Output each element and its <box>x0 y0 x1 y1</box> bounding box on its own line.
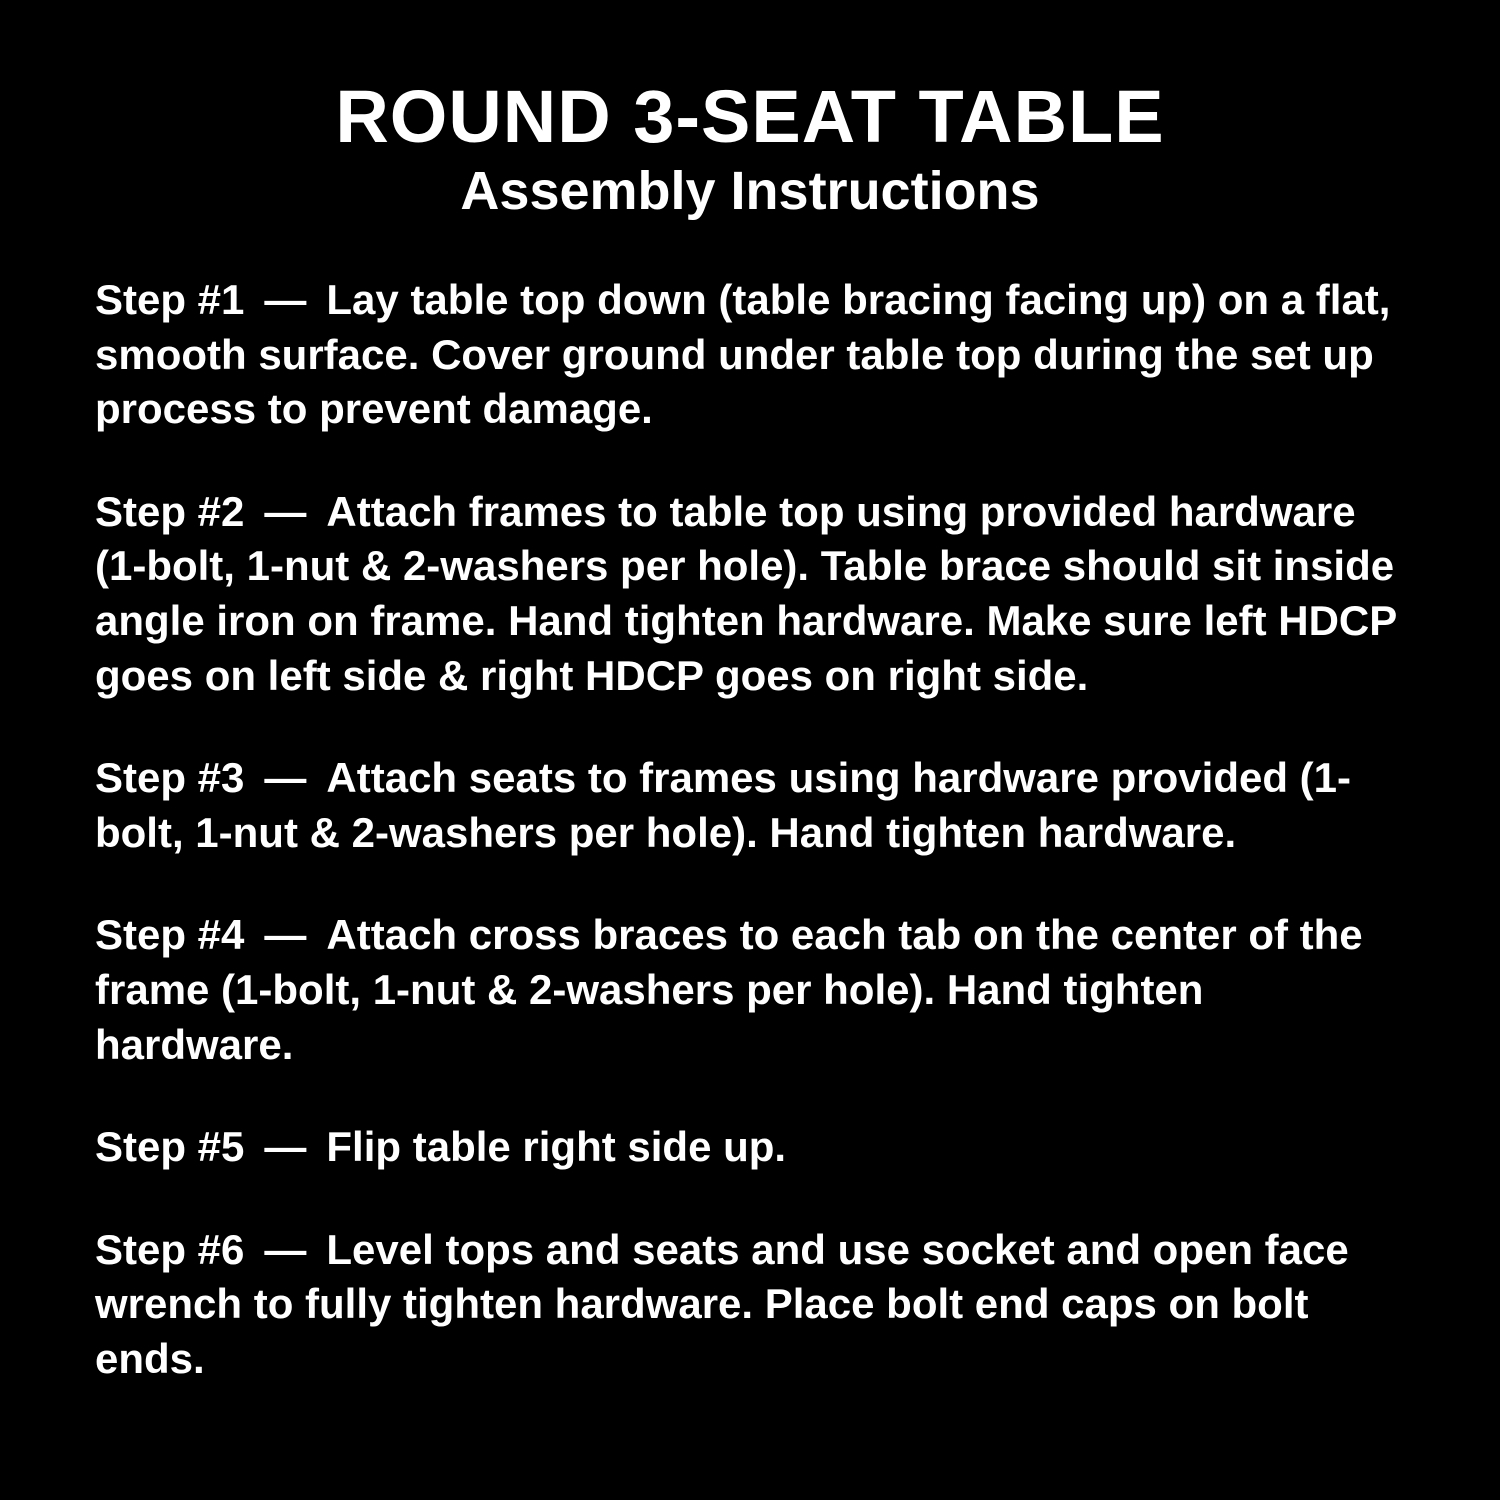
step-dash: — <box>264 1123 307 1171</box>
step-text: Flip table right side up. <box>326 1123 787 1171</box>
step-text: Attach cross braces to each tab on the center of the frame (1-bolt, 1-nut & 2-washers per hole). Hand tighten hardware. <box>95 911 1363 1068</box>
step-label: Step #5 <box>95 1123 245 1171</box>
step-label: Step #6 <box>95 1225 245 1273</box>
step-dash: — <box>264 911 307 959</box>
step-label: Step #1 <box>95 276 245 324</box>
step-dash: — <box>264 1225 307 1273</box>
step-label: Step #3 <box>95 754 245 802</box>
steps-list <box>95 273 1405 1387</box>
step-paragraph-6 <box>95 1223 1405 1387</box>
step-paragraph-4 <box>95 908 1405 1072</box>
step-label: Step #4 <box>95 911 245 959</box>
step-dash: — <box>264 754 307 802</box>
step-paragraph-3 <box>95 751 1405 860</box>
step-text: Level tops and seats and use socket and open face wrench to fully tighten hardware. Place bolt end caps on bolt ends. <box>95 1225 1349 1382</box>
step-dash: — <box>264 276 307 324</box>
step-label: Step #2 <box>95 487 245 535</box>
step-paragraph-5 <box>95 1120 1405 1175</box>
step-paragraph-1 <box>95 273 1405 437</box>
step-text: Attach seats to frames using hardware provided (1-bolt, 1-nut & 2-washers per hole). Hand tighten hardware. <box>95 754 1351 856</box>
step-paragraph-2 <box>95 485 1405 703</box>
page-subtitle: Assembly Instructions <box>460 160 1040 221</box>
step-text: Attach frames to table top using provided hardware (1-bolt, 1-nut & 2-washers per hole). Table brace should sit inside angle iron on frame. Hand tighten hardware. Make sure left HDCP goes on left side & right HDCP goes on right side. <box>95 487 1397 699</box>
step-dash: — <box>264 487 307 535</box>
title-block <box>95 75 1405 221</box>
page-title: ROUND 3-SEAT TABLE <box>335 75 1165 158</box>
step-text: Lay table top down (table bracing facing up) on a flat, smooth surface. Cover ground under table top during the set up process to prevent damage. <box>95 276 1391 433</box>
